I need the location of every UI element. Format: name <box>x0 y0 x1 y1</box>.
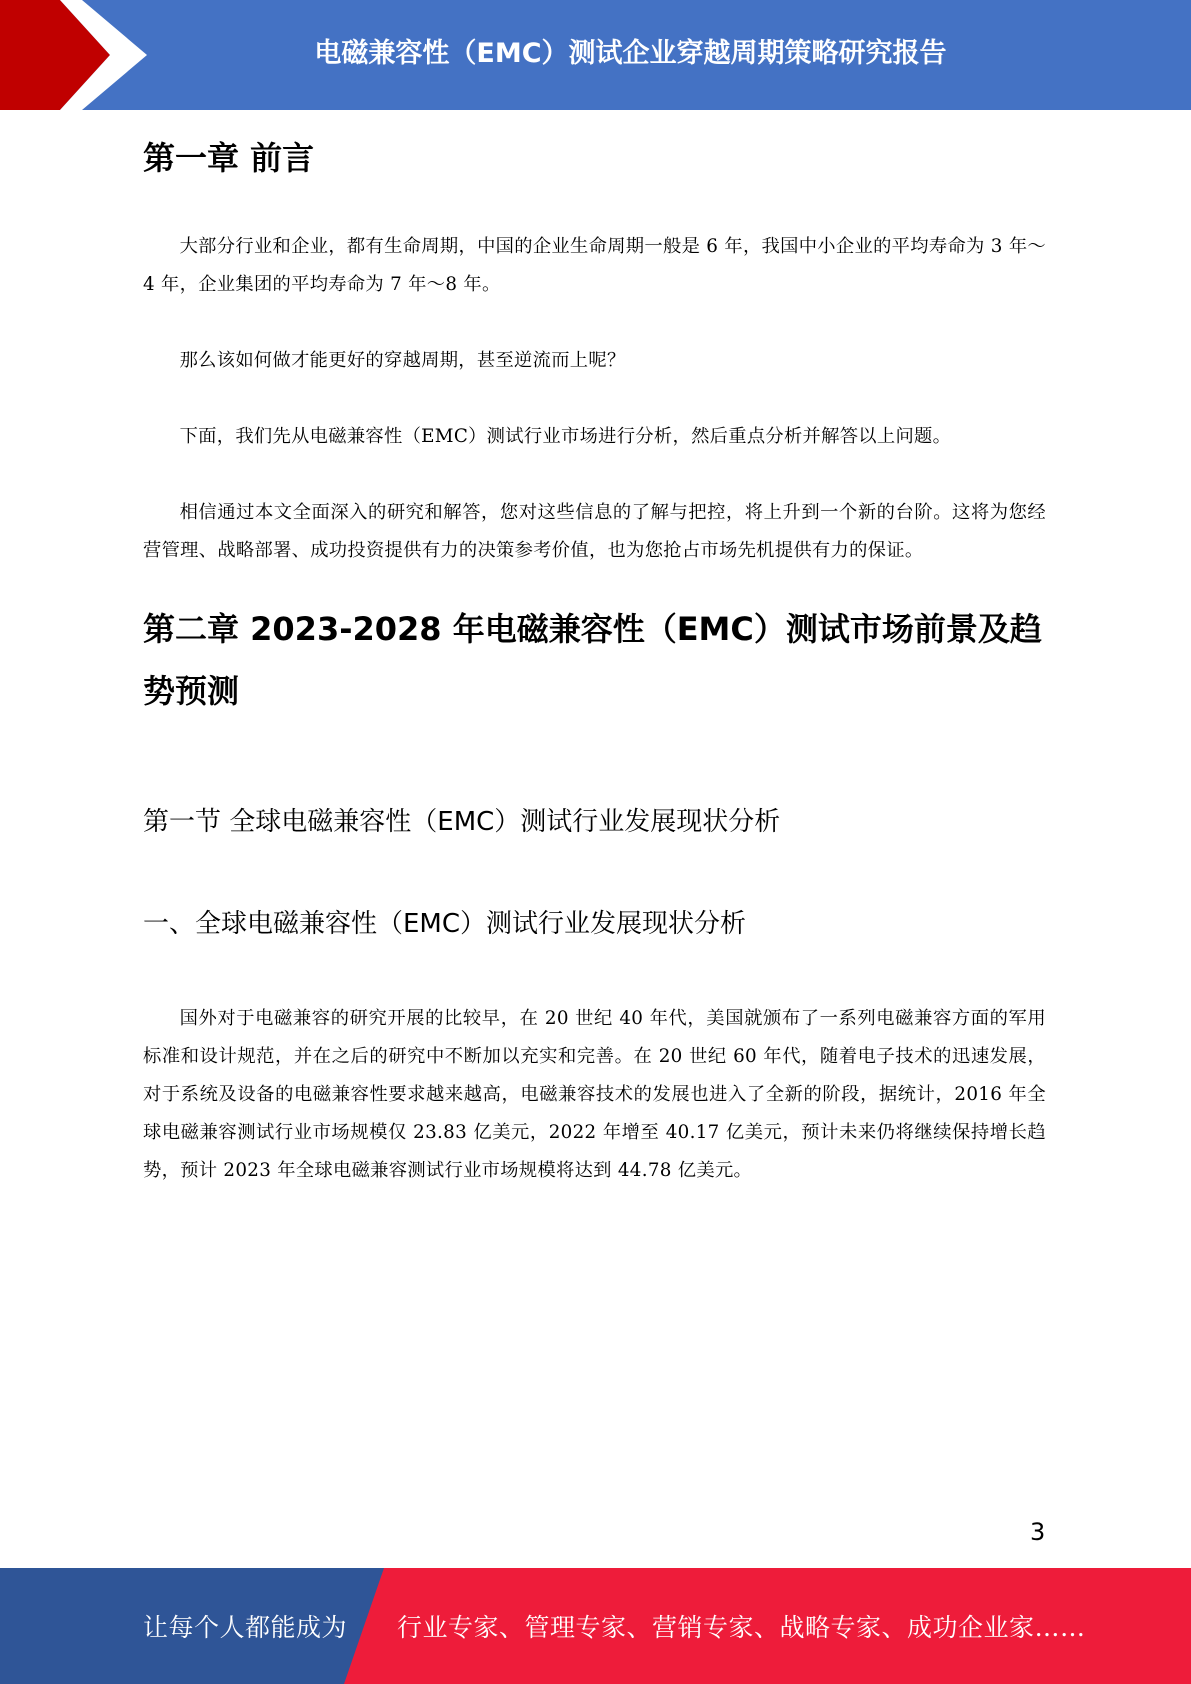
page-content <box>143 110 1046 1190</box>
footer-banner <box>0 1568 1191 1684</box>
footer-slogan-right: 行业专家、管理专家、营销专家、战略专家、成功企业家…… <box>397 1613 1086 1642</box>
chapter-1-heading: 第一章 前言 <box>143 139 315 177</box>
section-1-heading: 第一节 全球电磁兼容性（EMC）测试行业发展现状分析 <box>143 807 781 837</box>
preface-paragraph-1: 大部分行业和企业，都有生命周期，中国的企业生命周期一般是 6 年，我国中小企业的平均寿命为 3 年～4 年，企业集团的平均寿命为 7 年～8 年。 <box>143 236 1046 295</box>
preface-paragraph-2: 那么该如何做才能更好的穿越周期，甚至逆流而上呢？ <box>179 350 626 371</box>
preface-paragraph-4: 相信通过本文全面深入的研究和解答，您对这些信息的了解与把控，将上升到一个新的台阶。这将为您经营管理、战略部署、成功投资提供有力的决策参考价值，也为您抢占市场先机提供有力的保证。 <box>143 502 1046 561</box>
page-number: 3 <box>1030 1518 1046 1546</box>
report-title: 电磁兼容性（EMC）测试企业穿越周期策略研究报告 <box>314 37 947 69</box>
chapter-2-heading: 第二章 2023-2028 年电磁兼容性（EMC）测试市场前景及趋势预测 <box>143 610 1042 710</box>
global-emc-paragraph: 国外对于电磁兼容的研究开展的比较早，在 20 世纪 40 年代，美国就颁布了一系列电磁兼容方面的军用标准和设计规范，并在之后的研究中不断加以充实和完善。在 20 世纪 60 年代，随着电子技术的迅速发展，对于系统及设备的电磁兼容性要求越来越高，电磁兼容技术的发展也进入了全新的阶段，据统计，2016 年全球电磁兼容测试行业市场规模仅 23.83 亿美元，2022 年增至 40.17 亿美元，预计未来仍将继续保持增长趋势，预计 2023 年全球电磁兼容测试行业市场规模将达到 44.78 亿美元。 <box>143 1008 1046 1181</box>
preface-paragraph-3: 下面，我们先从电磁兼容性（EMC）测试行业市场进行分析，然后重点分析并解答以上问题。 <box>179 426 952 447</box>
subsection-1-heading: 一、全球电磁兼容性（EMC）测试行业发展现状分析 <box>143 909 747 939</box>
header-banner <box>0 0 1191 110</box>
footer-slogan-left: 让每个人都能成为 <box>143 1613 348 1642</box>
